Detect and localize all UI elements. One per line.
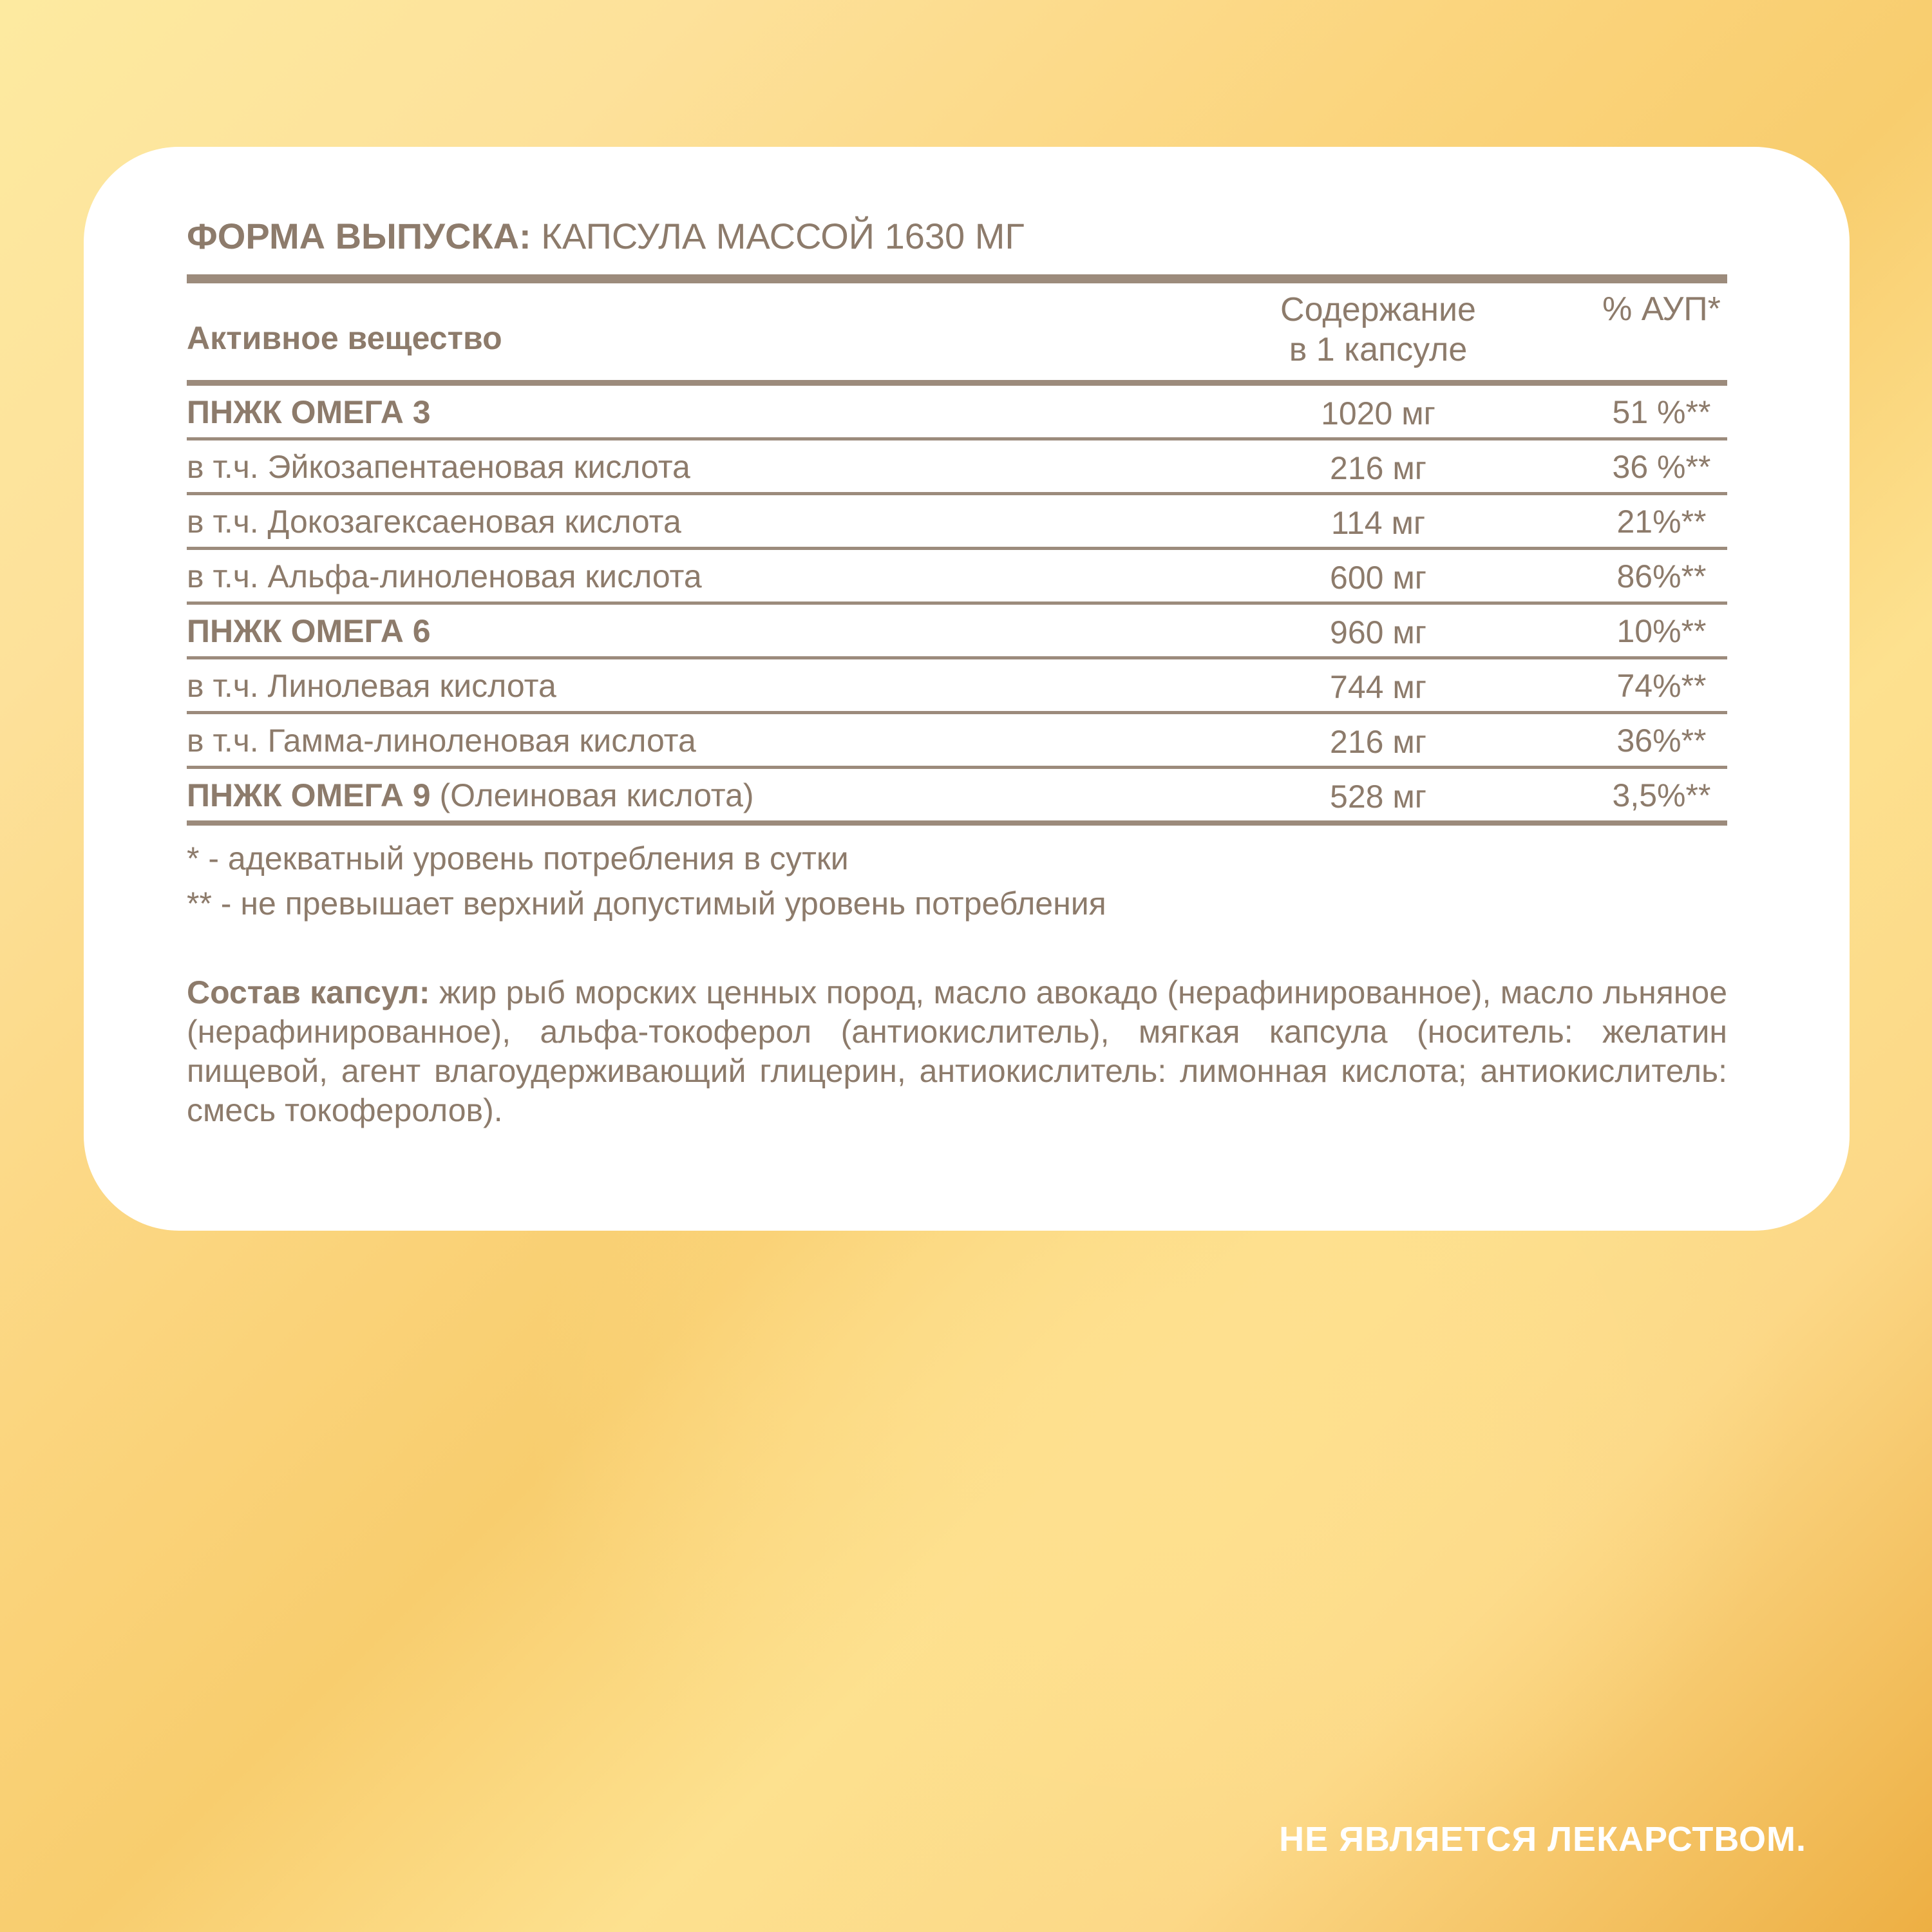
row-amount: 216 мг [1330,724,1426,760]
composition [187,973,1727,1130]
row-pct: 21%** [1616,504,1707,540]
footnote-single: * - адекватный уровень потребления в сутки [187,840,849,876]
table-top-rule [187,274,1727,283]
table-row [187,386,1727,440]
row-name: в т.ч. Альфа-линоленовая кислота [187,558,702,594]
disclaimer: НЕ ЯВЛЯЕТСЯ ЛЕКАРСТВОМ. [1279,1820,1806,1859]
row-pct: 86%** [1616,558,1707,594]
row-name: в т.ч. Докозагексаеновая кислота [187,504,681,540]
table-row [187,550,1727,605]
table-header-rule [187,380,1727,386]
table-row [187,769,1727,826]
row-pct: 36%** [1616,723,1707,759]
row-name-text: ПНЖК ОМЕГА 6 [187,613,431,649]
row-name-text: ПНЖК ОМЕГА 9 [187,777,431,813]
release-form-value: КАПСУЛА МАССОЙ 1630 МГ [531,216,1025,256]
row-amount: 744 мг [1330,669,1426,705]
row-name: в т.ч. Линолевая кислота [187,668,556,704]
row-pct: 10%** [1616,613,1707,649]
row-pct: 51 %** [1612,394,1711,430]
footnotes [187,836,1106,926]
row-amount: 600 мг [1330,560,1426,596]
row-name-note: (Олеиновая кислота) [430,777,754,813]
row-name: в т.ч. Гамма-линоленовая кислота [187,723,696,759]
table-body [187,386,1727,826]
header-content-line1: Содержание [1280,291,1476,328]
row-pct: 74%** [1616,668,1707,704]
composition-text: жир рыб морских ценных пород, масло авокадо (нерафинированное), масло льняное (нерафинированное), альфа-токоферол (антиокислитель), мягкая капсула (носитель: желатин пищевой, агент влагоудерживающий глицерин, антиокислитель: лимонная кислота; антиокислитель: смесь токоферолов). [187,974,1728,1128]
row-amount: 114 мг [1331,505,1426,541]
table-row [187,440,1727,495]
row-amount: 1020 мг [1321,395,1435,431]
table-row [187,495,1727,550]
table-row [187,605,1727,659]
header-substance: Активное вещество [187,320,502,356]
table-row [187,714,1727,769]
row-amount: 960 мг [1330,614,1426,650]
table-row [187,659,1727,714]
row-name: в т.ч. Эйкозапентаеновая кислота [187,449,690,485]
table-header [187,283,1727,380]
header-aup: % АУП* [1602,290,1721,328]
header-content-line2: в 1 капсуле [1289,331,1468,368]
composition-label: Состав капсул: [187,974,430,1010]
row-name [187,777,754,814]
release-form [187,215,1025,257]
header-content [1217,290,1539,370]
info-card [84,147,1850,1231]
row-name [187,612,431,650]
row-pct: 3,5%** [1612,777,1711,813]
footnote-double: ** - не превышает верхний допустимый уровень потребления [187,886,1106,922]
row-name [187,393,431,431]
row-name-text: ПНЖК ОМЕГА 3 [187,394,431,430]
row-amount: 528 мг [1330,779,1426,815]
row-amount: 216 мг [1330,450,1426,486]
release-form-label: ФОРМА ВЫПУСКА: [187,216,531,256]
row-pct: 36 %** [1612,449,1711,485]
